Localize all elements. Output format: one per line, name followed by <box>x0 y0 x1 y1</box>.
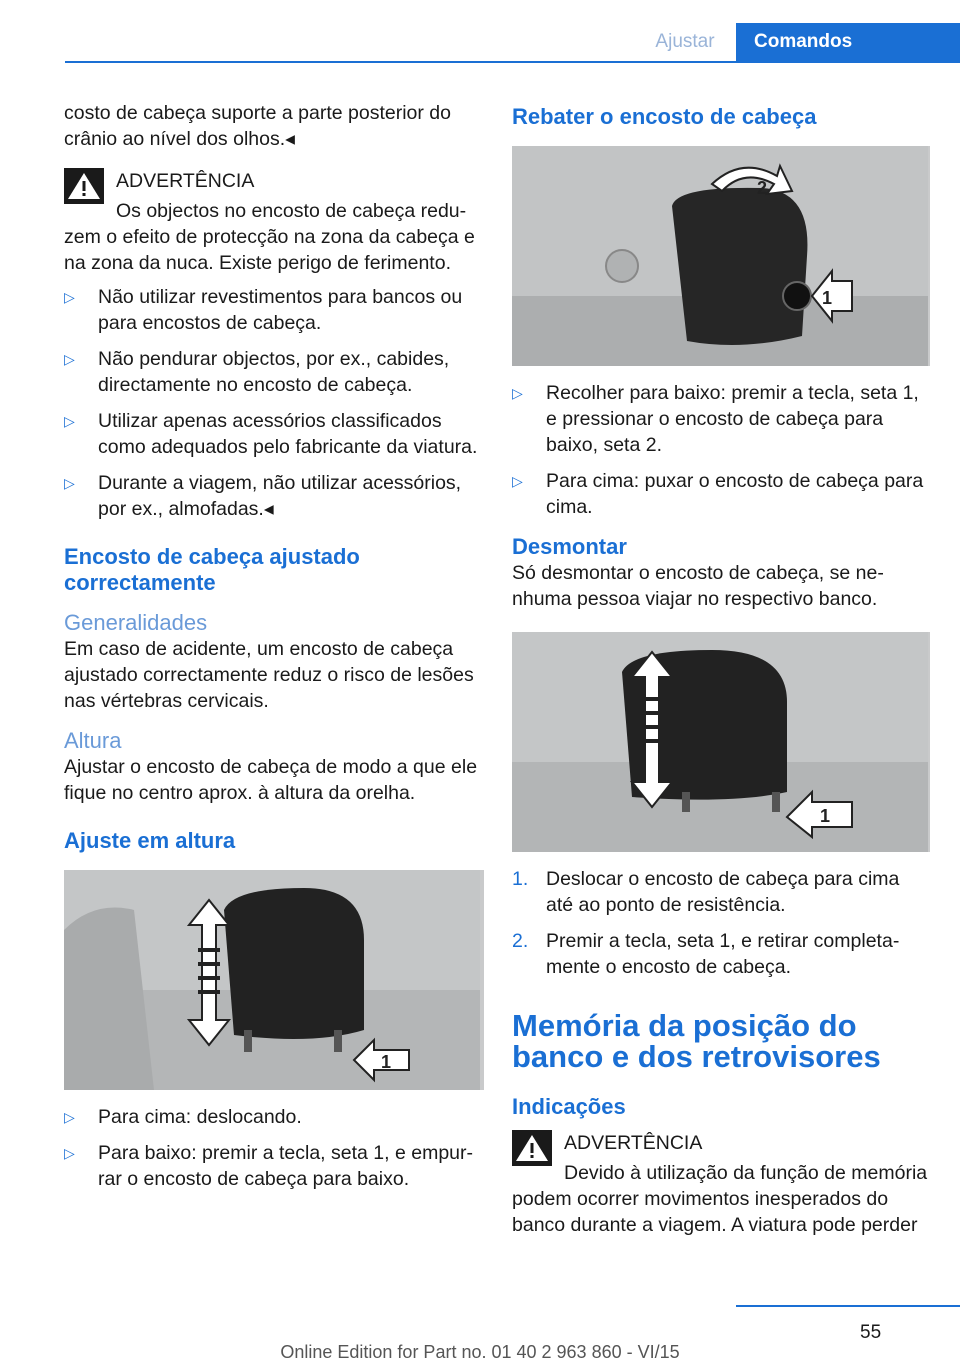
warning-icon <box>512 1130 552 1166</box>
step-number: 1. <box>512 868 529 890</box>
list-item: ▷ Não utilizar revestimentos para bancos ou para encostos de cabeça. <box>64 286 463 334</box>
footer-rule <box>736 1305 960 1307</box>
heading-general: Generalidades <box>64 610 208 635</box>
list-item: ▷ Para baixo: premir a tecla, seta 1, e empurrar o encosto de cabeça para baixo. <box>64 1142 474 1190</box>
warning-text: Os objectos no encosto de cabeça reduzem o efeito de protecção na zona da cabeça e na zona da nuca. Existe perigo de ferimento. <box>64 200 475 274</box>
heading-remove: Desmontar <box>512 534 627 559</box>
triangle-bullet-icon: ▷ <box>64 413 75 429</box>
warning-block <box>512 1130 930 1238</box>
heading-memory: Memória da posição do banco e dos retrovisores <box>512 1008 881 1074</box>
list-item: 2. Premir a tecla, seta 1, e retirar completamente o encosto de cabeça. <box>512 930 900 978</box>
left-column <box>64 100 484 1202</box>
figure-fold-down <box>512 146 930 366</box>
heading-correct-adjustment: Encosto de cabeça ajustado correctamente <box>64 544 360 595</box>
triangle-bullet-icon: ▷ <box>512 473 523 489</box>
heading-height-adjustment: Ajuste em altura <box>64 828 236 853</box>
list-item: ▷ Para cima: deslocando. <box>64 1106 302 1128</box>
heading-notes: Indicações <box>512 1094 626 1119</box>
warning-title: ADVERTÊNCIA <box>564 1132 703 1154</box>
remove-paragraph: Só desmontar o encosto de cabeça, se nenhuma pessoa viajar no respectivo banco. <box>512 562 884 610</box>
arrow-label-2: 2 <box>757 178 768 198</box>
headrest-fold-illustration <box>512 146 928 366</box>
heading-height: Altura <box>64 728 122 753</box>
right-column <box>512 100 930 1238</box>
triangle-bullet-icon: ▷ <box>64 1109 75 1125</box>
warning-icon <box>64 168 104 204</box>
arrow-label-1: 1 <box>820 806 831 826</box>
intro-paragraph: costo de cabeça suporte a parte posterior do crânio ao nível dos olhos.◂ <box>64 102 451 150</box>
list-item: 1. Deslocar o encosto de cabeça para cima até ao ponto de resistência. <box>512 868 900 916</box>
list-item: ▷ Não pendurar objectos, por ex., cabides, directamente no encosto de cabeça. <box>64 348 450 396</box>
arrow-label-1: 1 <box>381 1052 392 1072</box>
list-item: ▷ Para cima: puxar o encosto de cabeça para cima. <box>512 470 924 518</box>
page-number: 55 <box>860 1322 882 1343</box>
headrest-height-illustration <box>64 870 480 1090</box>
figure-remove <box>512 632 930 852</box>
triangle-bullet-icon: ▷ <box>512 385 523 401</box>
arrow-label-1: 1 <box>822 288 833 308</box>
warning-text: Devido à utilização da função de memória podem ocorrer movimentos inesperados do banco durante a viagem. A viatura pode perder <box>512 1162 928 1236</box>
step-number: 2. <box>512 930 529 952</box>
header-tab-section: Ajustar <box>634 23 736 61</box>
footer-edition: Online Edition for Part no. 01 40 2 963 860 - VI/15 <box>280 1342 680 1362</box>
triangle-bullet-icon: ▷ <box>64 351 75 367</box>
list-item: ▷ Durante a viagem, não utilizar acessórios, por ex., almofadas.◂ <box>64 472 462 520</box>
triangle-bullet-icon: ▷ <box>64 289 75 305</box>
warning-title: ADVERTÊNCIA <box>116 170 255 192</box>
fold-down-list <box>512 380 930 520</box>
triangle-bullet-icon: ▷ <box>64 1145 75 1161</box>
height-paragraph: Ajustar o encosto de cabeça de modo a que ele fique no centro aprox. à altura da orelha. <box>64 756 478 804</box>
height-adjust-list <box>64 1104 484 1192</box>
list-item: ▷ Recolher para baixo: premir a tecla, seta 1, e pressionar o encosto de cabeça para baixo, seta 2. <box>512 382 919 456</box>
header-rule <box>65 61 960 63</box>
headrest-remove-illustration <box>512 632 928 852</box>
remove-steps <box>512 866 930 980</box>
triangle-bullet-icon: ▷ <box>64 475 75 491</box>
general-paragraph: Em caso de acidente, um encosto de cabeça ajustado correctamente reduz o risco de lesões nas vértebras cervicais. <box>64 638 474 712</box>
list-item: ▷ Utilizar apenas acessórios classificados como adequados pelo fabricante da viatura. <box>64 410 478 458</box>
figure-height-adjustment <box>64 870 484 1090</box>
warning-block <box>64 168 484 276</box>
header-tab-chapter: Comandos <box>736 23 960 61</box>
warning-list <box>64 284 484 522</box>
heading-fold-down: Rebater o encosto de cabeça <box>512 104 817 129</box>
